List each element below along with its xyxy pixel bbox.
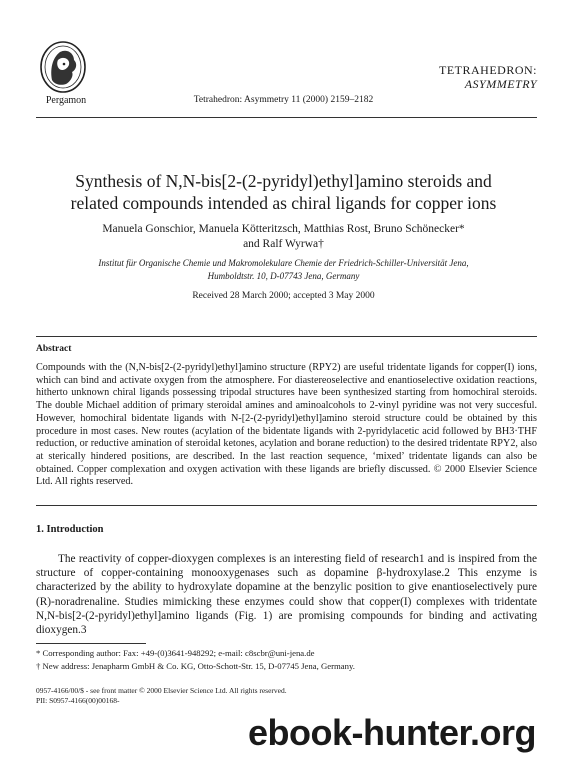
abstract-bottom-rule xyxy=(36,505,537,506)
journal-name-line2: ASYMMETRY xyxy=(464,77,537,91)
publisher-name: Pergamon xyxy=(45,95,87,106)
article-title xyxy=(40,170,527,214)
journal-citation: Tetrahedron: Asymmetry 11 (2000) 2159–2182 xyxy=(193,95,374,105)
abstract-body: Compounds with the (N,N-bis[2-(2-pyridyl)ethyl]amino structure (RPY2) are useful tridentate ligands for copper(I) ions, which can bind and activate oxygen from the atmosphere. For diastereoselective and enantioselective oxidation reactions, hitherto unknown chiral ligands possessing tripodal structures have been synthesized starting from homochiral steroids. The double Michael addition of primary steroidal amines and aminoalcohols to 2-vinyl pyridine was not very succesful. However, homochiral bidentate ligands with N-[2-(2-pyridyl)ethyl]amino steroid structure could be obtained by this procedure in most cases. New routes (acylation of the bidentate ligands with 2-pyridylacetic acid followed by BH3·THF reduction, or reductive amination of steroidal ketones, acylation and borane reduction) to the desired tridentate RPY2, also at sterically hindered positions, are described. In the last reaction sequence, ‘mixed’ tridentate ligands can also be obtained. Copper complexation and oxygen activation with these ligands are briefly discussed. © 2000 Elsevier Science Ltd. All rights reserved. xyxy=(36,362,537,488)
copyright-codes xyxy=(36,686,287,706)
header-rule xyxy=(36,117,537,118)
issn-line: 0957-4166/00/$ - see front matter © 2000 Elsevier Science Ltd. All rights reserved. xyxy=(36,686,287,695)
footnote-new-address: † New address: Jenapharm GmbH & Co. KG, Otto-Schott-Str. 15, D-07745 Jena, Germany. xyxy=(36,661,355,671)
pii-line: PII: S0957-4166(00)00168- xyxy=(36,696,120,705)
affiliation-line-2: Humboldtstr. 10, D-07743 Jena, Germany xyxy=(207,270,360,281)
authors-line-2: and Ralf Wyrwa† xyxy=(243,238,324,250)
introduction-body: The reactivity of copper-dioxygen complexes is an interesting field of research1 and is inspired from the structure of copper-containing monooxygenases such as dopamine β-hydroxylase.2 This enzyme is characterized by the ability to hydroxylate dopamine at the benzylic position to give enantioselectively pure (R)-noradrenaline. Studies mimicking these enzymes could show that copper(I) complexes with tridentate N,N-bis[2-(2-pyridyl)ethyl]amino ligands (Fig. 1) are promising compounds for binding and activating dioxygen.3 xyxy=(36,553,537,637)
affiliation xyxy=(40,257,527,282)
abstract-top-rule xyxy=(36,336,537,337)
received-dates: Received 28 March 2000; accepted 3 May 2000 xyxy=(192,291,375,301)
title-line-1: Synthesis of N,N-bis[2-(2-pyridyl)ethyl]amino steroids and xyxy=(75,171,492,191)
section-heading-introduction: 1. Introduction xyxy=(36,524,104,535)
abstract-heading: Abstract xyxy=(36,344,72,354)
authors xyxy=(40,222,527,252)
watermark: ebook-hunter.org xyxy=(248,712,536,753)
affiliation-line-1: Institut für Organische Chemie und Makromolekulare Chemie der Friedrich-Schiller-Universität Jena, xyxy=(98,258,469,268)
title-line-2: related compounds intended as chiral ligands for copper ions xyxy=(70,193,497,213)
journal-name-line1: TETRAHEDRON: xyxy=(439,63,537,77)
journal-name xyxy=(439,63,537,91)
pergamon-logo xyxy=(38,40,88,96)
footnote-corresponding-author: * Corresponding author: Fax: +49-(0)3641-948292; e-mail: c8scbr@uni-jena.de xyxy=(36,648,315,658)
authors-line-1: Manuela Gonschior, Manuela Kötteritzsch, Matthias Rost, Bruno Schönecker* xyxy=(102,223,465,235)
footnote-rule xyxy=(36,643,146,644)
